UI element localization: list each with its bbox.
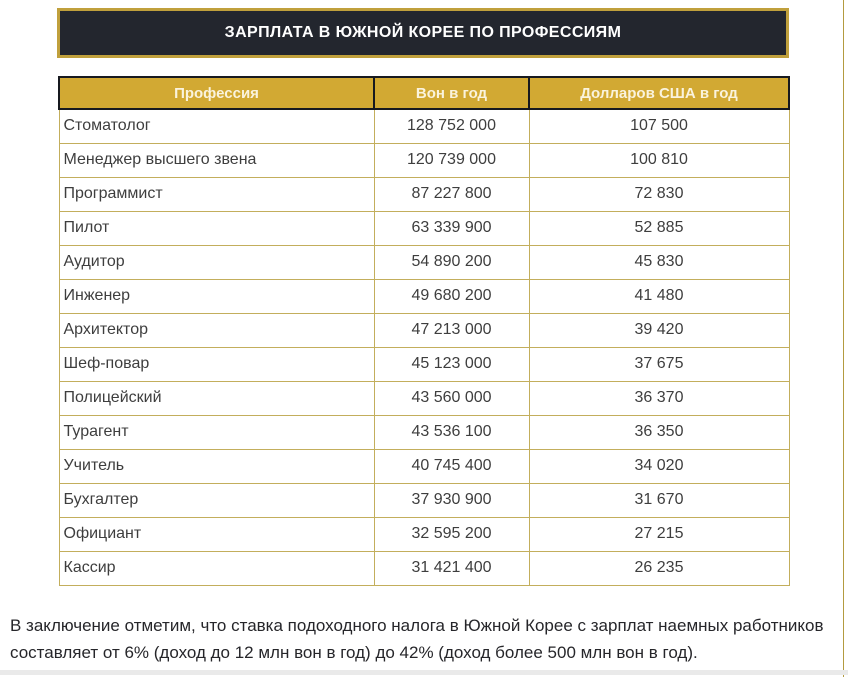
table-row (59, 381, 789, 415)
column-header-profession: Профессия (59, 77, 374, 109)
profession-cell: Бухгалтер (59, 483, 374, 517)
profession-cell: Программист (59, 177, 374, 211)
usd-value-cell: 100 810 (529, 143, 789, 177)
profession-cell: Аудитор (59, 245, 374, 279)
usd-value-cell: 72 830 (529, 177, 789, 211)
profession-cell: Менеджер высшего звена (59, 143, 374, 177)
won-value-cell: 120 739 000 (374, 143, 529, 177)
usd-value-cell: 36 370 (529, 381, 789, 415)
profession-cell: Стоматолог (59, 109, 374, 143)
usd-value-cell: 45 830 (529, 245, 789, 279)
won-value-cell: 87 227 800 (374, 177, 529, 211)
won-value-cell: 128 752 000 (374, 109, 529, 143)
title-banner (57, 8, 789, 58)
won-value-cell: 63 339 900 (374, 211, 529, 245)
table-row (59, 415, 789, 449)
profession-cell: Пилот (59, 211, 374, 245)
column-header-usd-per-year: Долларов США в год (529, 77, 789, 109)
profession-cell: Инженер (59, 279, 374, 313)
won-value-cell: 43 536 100 (374, 415, 529, 449)
usd-value-cell: 41 480 (529, 279, 789, 313)
table-row (59, 449, 789, 483)
page-right-border (843, 0, 844, 677)
usd-value-cell: 31 670 (529, 483, 789, 517)
page-title: ЗАРПЛАТА В ЮЖНОЙ КОРЕЕ ПО ПРОФЕССИЯМ (224, 24, 622, 41)
usd-value-cell: 37 675 (529, 347, 789, 381)
profession-cell: Шеф-повар (59, 347, 374, 381)
usd-value-cell: 107 500 (529, 109, 789, 143)
profession-cell: Архитектор (59, 313, 374, 347)
won-value-cell: 45 123 000 (374, 347, 529, 381)
won-value-cell: 40 745 400 (374, 449, 529, 483)
profession-cell: Турагент (59, 415, 374, 449)
won-value-cell: 37 930 900 (374, 483, 529, 517)
table-row (59, 347, 789, 381)
profession-cell: Официант (59, 517, 374, 551)
table-row (59, 483, 789, 517)
won-value-cell: 47 213 000 (374, 313, 529, 347)
profession-cell: Полицейский (59, 381, 374, 415)
usd-value-cell: 36 350 (529, 415, 789, 449)
table-row (59, 313, 789, 347)
table-row (59, 211, 789, 245)
table-row (59, 109, 789, 143)
won-value-cell: 43 560 000 (374, 381, 529, 415)
salary-table (58, 76, 790, 586)
bottom-strip (0, 670, 848, 675)
usd-value-cell: 26 235 (529, 551, 789, 585)
usd-value-cell: 34 020 (529, 449, 789, 483)
table-row (59, 551, 789, 585)
profession-cell: Учитель (59, 449, 374, 483)
table-row (59, 143, 789, 177)
won-value-cell: 54 890 200 (374, 245, 529, 279)
salary-table-body (59, 109, 789, 585)
conclusion-paragraph: В заключение отметим, что ставка подоходного налога в Южной Корее с зарплат наемных работников составляет от 6% (доход до 12 млн вон в год) до 42% (доход более 500 млн вон в год). (10, 616, 824, 663)
won-value-cell: 49 680 200 (374, 279, 529, 313)
won-value-cell: 31 421 400 (374, 551, 529, 585)
usd-value-cell: 27 215 (529, 517, 789, 551)
won-value-cell: 32 595 200 (374, 517, 529, 551)
table-row (59, 279, 789, 313)
table-header-row (59, 77, 789, 109)
usd-value-cell: 52 885 (529, 211, 789, 245)
column-header-won-per-year: Вон в год (374, 77, 529, 109)
table-row (59, 517, 789, 551)
table-row (59, 245, 789, 279)
usd-value-cell: 39 420 (529, 313, 789, 347)
table-row (59, 177, 789, 211)
profession-cell: Кассир (59, 551, 374, 585)
